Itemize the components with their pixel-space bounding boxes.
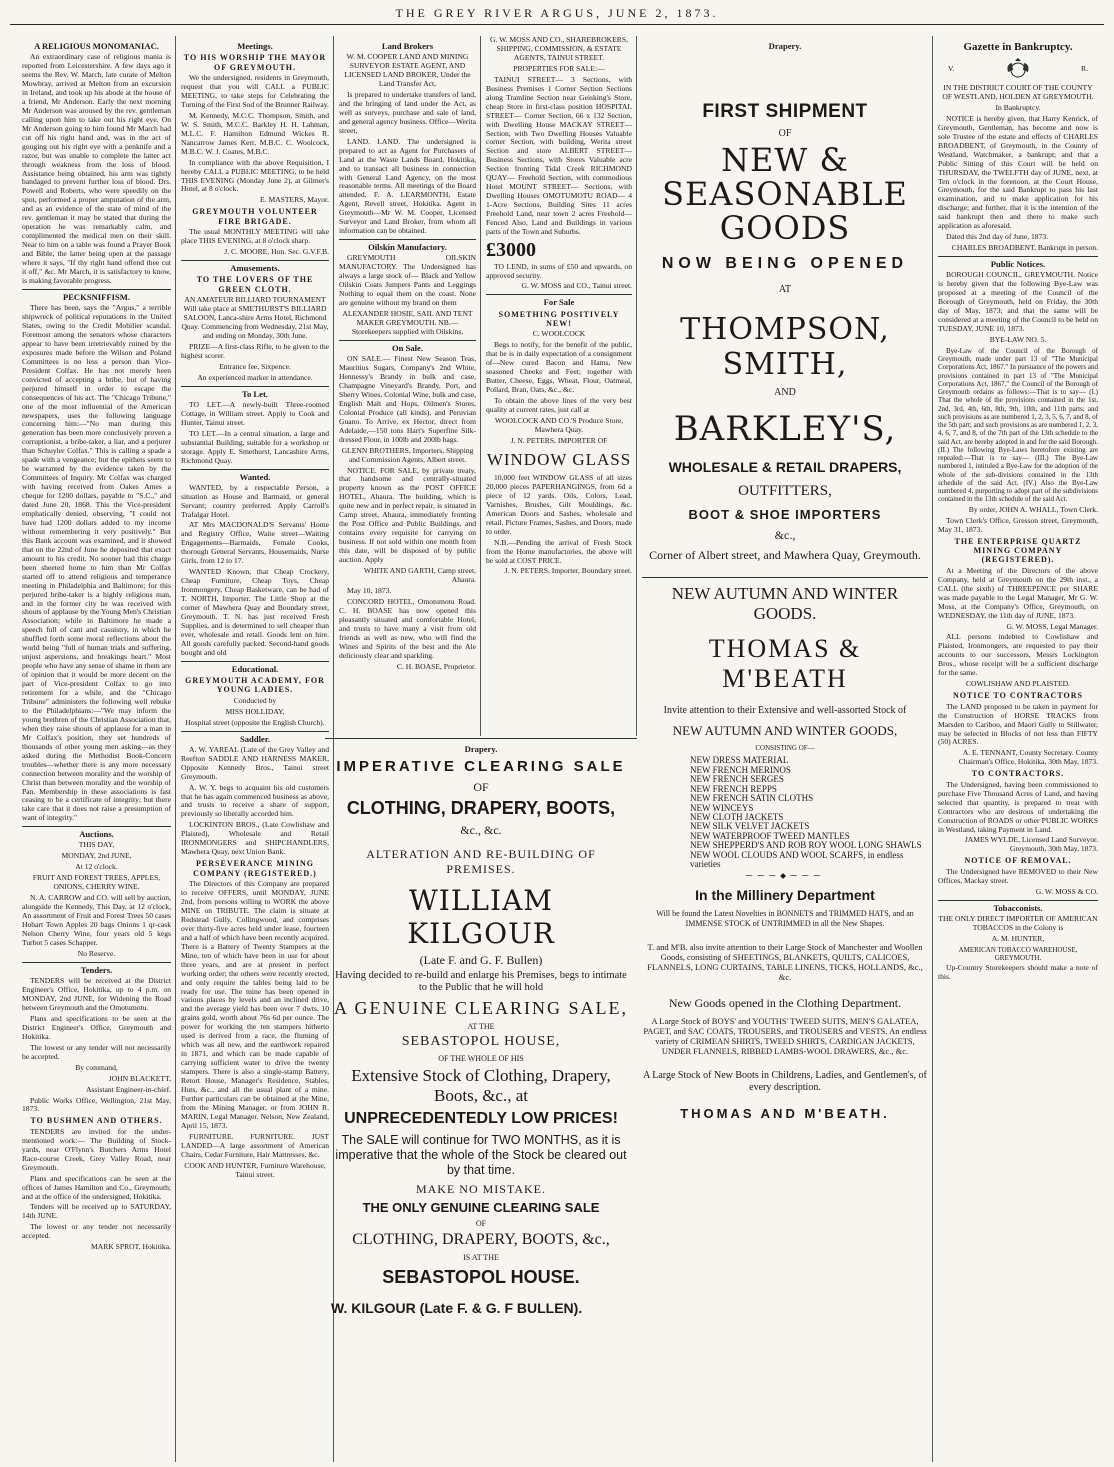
section-heading: Auctions.	[22, 826, 171, 839]
section-heading: Oilskin Manufactory.	[339, 239, 476, 252]
notice-text: GREYMOUTH OILSKIN MANUFACTORY. The Undersigned has always a large stock of— Black and Yellow Oilskin Coats Jumpers Pants and Leggings Nothing to equal them on the coast. None are genuine without my brand on them	[339, 253, 476, 308]
crest-row	[938, 56, 1098, 84]
notice-text: A. W. YAREAL (Late of the Grey Valley and Reefton SADDLE AND HARNESS MAKER, Opposite Kennedy Bros., Tainui street Greymouth.	[181, 744, 329, 781]
notice-text: G. W. MOSS AND CO., SHAREBROKERS, SHIPPING, COMMISSION, & ESTATE AGENTS, TAINUI STREET.	[490, 36, 628, 62]
ad-line: NOW BEING OPENED	[661, 255, 909, 273]
goods-list-item: NEW FRENCH SATIN CLOTHS	[690, 793, 814, 804]
notice-text: WANTED Known, that Cheap Crockery, Cheap Furniture, Cheap Toys, Cheap Ironmongery, Cheap Basketware, can be had of T. NORTH, Importer. The Little Shop at the corner of Mawhera Quay and Boundary street, Greymouth. T. N. has just received Fresh Supplies, and is determined to sell cheaper than ever, wholesale and retail. Goods lent on hire. All goods carefully packed. Second-hand goods bought and old	[181, 567, 329, 657]
notice-line: PROPERTIES FOR SALE:—	[513, 63, 605, 73]
ad-line: OF	[778, 127, 792, 139]
notice-text: NOTICE is hereby given, that Harry Kenrick, of Greymouth, Gentleman, has become and now is sole Trustee of the estate and effects of CHARLES BROADBENT, of Greymouth, in the County of Westland, Watchmaker, a bankrupt; and that a Public Sitting of this Court will be held on THURSDAY, the TWELFTH day of JUNE, next, at Ten o'clock in the forenoon, at the Court House, Greymouth, for the said Bankrupt to pass his last examination, and to make application for his discharge; and further, that it is the intention of the said bankrupt then and there to make such application as aforesaid.	[938, 113, 1098, 231]
notice-line: COWLISHAW AND PLAISTED.	[965, 679, 1071, 689]
goods-list-item: NEW SILK VELVET JACKETS	[690, 821, 810, 832]
notice-text: At a Meeting of the Directors of the above Company, held at Greymouth on the 29th inst., a CALL (the sixth) of THREEPENCE per SHARE was made payable to the Legal Manager, Mr G. W. Moss, at the Company's Office, Greymouth, on WEDNESDAY, the 11th day of JUNE, 1873.	[938, 565, 1098, 620]
ad-line: NEW AUTUMN AND WINTER GOODS,	[672, 722, 898, 738]
notice-line: WOOLCOCK AND CO.'S Produce Store, Mawhera Quay.	[494, 416, 624, 434]
notice-text: A. W. Y. begs to acquaint his old customers that he has again commenced business as above, and trusts to receive a share of support, previously so liberally accorded him.	[181, 782, 329, 819]
tender-line: MARK SPROT, Hokitika.	[90, 1242, 171, 1252]
ad-line: &c., &c.	[460, 823, 502, 838]
section-heading: Tobacconists.	[938, 900, 1098, 913]
notice-text: FURNITURE. FURNITURE. JUST LANDED—A large assortment of American Chairs, Cedar Furniture, Hair Mattresses, &c.	[181, 1131, 329, 1159]
notice-text: ALEXANDER HOSIE, SAIL AND TENT MAKER GREYMOUTH. NB.—Storekeepers supplied with Oilskins,	[342, 309, 473, 336]
notice-line: A. E. TENNANT, County Secretary. County Chairman's Office, Hokitika, 30th May, 1873.	[958, 748, 1098, 767]
loan-amount: £3000	[486, 238, 536, 261]
notice-text: AN AMATEUR BILLIARD TOURNAMENT Will take place at SMETHURST'S BILLIARD SALOON, Lanca-shire Arms Hotel, Richmond Quay. Commencing from Wednesday, 21st May, and ending on Monday, 30th June.	[181, 295, 329, 340]
auction-line: No Reserve.	[77, 948, 116, 958]
notice-text: LOCKINTON BROS., (Late Cowlishaw and Plaisted), Wholesale and Retail IRONMONGERS and SHIPCHANDLERS, Mawhera Quay, next Union Bank.	[181, 820, 329, 857]
notice-line: E. MASTERS, Mayor.	[260, 195, 329, 205]
tender-line: By command,	[75, 1062, 118, 1072]
goods-list-item: NEW WATERPROOF TWEED MANTLES	[690, 830, 850, 841]
ad-line: AND	[774, 386, 796, 398]
notice-line: J. N. PETERS, IMPORTER OF	[510, 435, 608, 445]
section-heading: Saddler.	[181, 731, 329, 744]
notice-title: NOTICE TO CONTRACTORS	[953, 691, 1083, 701]
tender-title: TO BUSHMEN AND OTHERS.	[30, 1116, 163, 1126]
section-heading: Wanted.	[181, 469, 329, 482]
notice-line: In Bankruptcy.	[995, 102, 1041, 112]
notice-title: PERSEVERANCE MINING COMPANY (REGISTERED.)	[193, 859, 317, 878]
ad-line: ALTERATION AND RE-BUILDING OF PREMISES.	[366, 847, 596, 876]
auction-line: FRUIT AND FOREST TREES, APPLES, ONIONS, CHERRY WINE.	[32, 873, 161, 892]
ad-line: SEBASTOPOL HOUSE.	[382, 1266, 580, 1287]
goods-list-item: NEW FRENCH REPPS	[690, 783, 777, 794]
notice-text: The Undersigned, having been commissioned to purchase Five Thousand Acres of Land, and having selected that quantity, is prepared to treat with Contractors who are desirous of undertaking the Construction of ROADS or other PUBLIC WORKS in Westland, taking Payment in Land.	[938, 779, 1098, 834]
notice-text: CONCORD HOTEL, Omotumotu Road. C. H. BOASE has now opened this pleasantly situated and comfortable Hotel, and trusts to have many a visit from old friends as well as new, who will find the Wines and Spirits of the best and the Ale deliciously clear and sparkling.	[339, 596, 476, 660]
notice-text: TAINUI STREET— 3 Sections, with Business Premises 1 Corner Section Sections along Tramline Section near Geisking's Store, cheap Store in first-class position HOSPITAL STREET— Corner Section, 66 x 132 Section, with Dwelling House MACKAY STREET— Section, with Two Dwelling Houses Valuable corner Section, with building, Werita street Section and store ALBERT STREET— Business Sections, with Stores Valuable acre Section fronting Tidal Creek RICHMOND QUAY— Freehold Section, with commodious Hotel MOUNT STREET— Sections, with Dwelling Houses OMOTUMOTU ROAD— 4 1-Acre Sections, Building Sites 11 acres Freehold Land, near town 2 acres Freehold—Fenced Also, Land and Buildings in various parts of the Town and Suburbs.	[486, 74, 632, 237]
section-heading: On Sale.	[339, 340, 476, 353]
goods-list	[642, 756, 928, 869]
notice-line: C. H. BOASE, Proprietor.	[396, 661, 476, 671]
notice-line: WHITE AND GARTH, Camp street, Ahaura.	[363, 565, 476, 584]
notice-text: Up-Country Storekeepers should make a note of this.	[938, 963, 1098, 982]
tender-text: Tenders will be received up to SATURDAY, 14th JUNE.	[22, 1202, 171, 1221]
ad-line: WILLIAM KILGOUR	[407, 883, 555, 950]
notice-line: GLENN BROTHERS, Importers, Shipping and Commission Agents, Albert street.	[341, 445, 474, 464]
notice-text: 10,000 feet WINDOW GLASS of all sizes 20,000 pieces PAPERHANGINGS, from 6d a piece of 12 yards. Oils, Colors, Lead, Varnishes, Brushes, Gilt Mouldings, &c. American Doors and Sashes, wholesale and retail. Picture Frames, Sashes, and Doors, made to order.	[486, 472, 632, 536]
ad-line: UNPRECEDENTEDLY LOW PRICES!	[344, 1110, 618, 1128]
goods-list-item: NEW WOOL CLOUDS AND WOOL SCARFS, in endless varieties	[690, 849, 904, 870]
ad-line: FIRST SHIPMENT	[702, 101, 868, 123]
ad-line: THE ONLY GENUINE CLEARING SALE	[362, 1199, 600, 1215]
column-3	[335, 36, 481, 736]
notice-text: To obtain the above lines of the very best quality at current rates, just call at	[486, 396, 632, 415]
notice-line: May 10, 1873.	[347, 585, 392, 595]
ad-line: WHOLESALE & RETAIL DRAPERS,	[668, 458, 902, 475]
section-heading: Land Brokers	[381, 41, 434, 51]
column-2	[177, 36, 334, 1462]
notice-line: JAMES WYLDE, Licensed Land Surveyor. Greymouth, 30th May, 1873.	[964, 835, 1098, 854]
ad-footer: W. KILGOUR (Late F. & G. F BULLEN).	[331, 1299, 583, 1316]
notice-line: G. W. MOSS & CO.	[1035, 886, 1098, 896]
notice-text: W. M. COOPER LAND AND MINING SURVEYOR ESTATE AGENT, AND LICENSED LAND BROKER, Under the Land Transfer Act,	[344, 52, 471, 88]
crest-letter: R.	[1081, 64, 1088, 74]
royal-crest-icon	[1004, 58, 1032, 82]
ad-line: Corner of Albert street, and Mawhera Quay, Greymouth.	[649, 548, 921, 563]
notice-text: The LAND proposed to be taken in payment for the Construction of HORSE TRACKS from Marsden to Cariboo, and Maori Gully to Stillwater, may be selected in Blocks of not less than FIFTY (50) ACRES.	[938, 701, 1098, 747]
column-5	[638, 36, 933, 1462]
tender-text: Public Works Office, Wellington, 21st May, 1873.	[22, 1095, 171, 1114]
ad-line: NEW & SEASONABLE GOODS	[662, 141, 908, 248]
ad-line: The SALE will continue for TWO MONTHS, as it is imperative that the whole of the Stock be cleared out by that time.	[335, 1133, 627, 1177]
notice-text: TO LET.—A newly-built Three-roomed Cottage, in William street. Apply to Cook and Hunter, Tainui street.	[181, 399, 329, 427]
ad-line: THOMAS & M'BEATH	[708, 633, 862, 694]
notice-line: Conducted by	[233, 695, 277, 705]
section-heading: Gazette in Bankruptcy.	[963, 41, 1073, 53]
section-heading: For Sale	[486, 294, 632, 307]
goods-list-item: NEW SHEPPERD'S AND ROB ROY WOOL LONG SHAWLS	[690, 840, 922, 851]
section-heading: Drapery.	[768, 41, 802, 51]
goods-list-item: NEW FRENCH MERINOS	[690, 764, 791, 775]
section-heading: Meetings.	[237, 41, 273, 51]
notice-text: LAND. LAND. The undersigned is prepared to act as Agent for Purchasers of Land at the Waste Lands Board, Hokitika, and to transact all business in connection with General Land Agency, on the most reasonable terms. All meetings of the Board attended. F. A. LEARMONTH, Estate Agent, Revell street, Hokitika. Agent in Greymouth—Mr W. M. Cooper, Licensed Surveyor and Land Broker, from whom all information can be obtained.	[339, 136, 476, 236]
ad-line: CLOTHING, DRAPERY, BOOTS, &c.,	[352, 1231, 610, 1249]
notice-line: Dated this 2nd day of June, 1873.	[946, 232, 1049, 242]
goods-list-item: NEW DRESS MATERIAL	[690, 755, 789, 766]
notice-title: SOMETHING POSITIVELY NEW!	[498, 309, 620, 328]
ad-line: New Goods opened in the Clothing Department.	[668, 996, 902, 1011]
notice-line: G. W. MOSS, Legal Manager.	[1006, 621, 1098, 631]
notice-line: Entrance fee, Sixpence.	[219, 361, 291, 371]
notice-text: Is prepared to undertake transfers of land, and the bringing of land under the Act, as well as surveys, purchase and sale of land, and general agency business. Office—Werita street,	[339, 89, 476, 135]
tender-text: The lowest or any tender will not necessarily be accepted.	[22, 1042, 171, 1061]
column-6	[934, 36, 1102, 1462]
notice-text: PRIZE—A first-class Rifle, to be given to the highest scorer.	[181, 341, 329, 360]
notice-text: TO LET.—In a central situation, a large and substantial Building, suitable for a workshop or storage. Apply E. Smethurst, Lancashire Arms, Richmond Quay.	[181, 428, 329, 465]
ad-line: OF	[473, 779, 489, 794]
section-heading: To Let.	[181, 386, 329, 399]
column-1	[18, 36, 176, 1462]
ad-line: T. and M'B. also invite attention to their Large Stock of Manchester and Woollen Goods, consisting of SHEETINGS, BLANKETS, QUILTS, CALICOES, FLANNELS, LONG CURTAINS, TABLE LINENS, TICKS, HOLLANDS, &c., &c.	[647, 941, 923, 982]
ad-line: &c.,	[774, 528, 796, 543]
ad-line: BOOT & SHOE IMPORTERS	[688, 506, 882, 522]
ad-line: SEBASTOPOL HOUSE,	[401, 1034, 561, 1050]
notice-line: A. M. HUNTER,	[991, 933, 1045, 943]
notice-text: AT Mrs MACDONALD'S Servants' Home and Registry Office, Waite street—Waiting Engagements—Barmaids, Female Cooks, thorough General Servants, Housemaids, Nurse Girls, from 12 to 17.	[181, 520, 329, 566]
notice-line: BYE-LAW NO. 5.	[989, 334, 1047, 344]
notice-text: BOROUGH COUNCIL, GREYMOUTH. Notice is hereby given that the following Bye-Law was proposed at a meeting of the Council of the Borough of Greymouth, held on Friday, the 30th day of May, 1873; and that the same will be considered at a meeting of the Council to be held on TUESDAY, JUNE 10, 1873.	[938, 270, 1098, 333]
ad-line: IS AT THE	[463, 1253, 499, 1263]
goods-list-item: NEW WINCEYS	[690, 802, 754, 813]
auction-text: N. A. CARROW and CO. will sell by auction, alongside the Kennedy, This Day, at 12 o'clock, An assortment of Fruit and Forest Trees 50 cases Hobart Town Apples 20 bags Onions 1 qr-cask Nelson Cherry Wine, four years old 5 kegs Turbot 5 cases Schapper.	[22, 893, 171, 948]
tender-text: Plans and specifications to be seen at the District Engineer's Office, Greymouth and Hokitika.	[22, 1013, 171, 1041]
crest-letter: V.	[948, 64, 955, 74]
tender-text: Plans and specifications can be seen at the offices of James Hamilton and Co., Greymouth; and at the office of the undersigned, Hokitika.	[22, 1173, 171, 1201]
notice-line: AMERICAN TOBACCO WAREHOUSE, GREYMOUTH.	[958, 945, 1078, 962]
tender-text: TENDERS are invited for the under-mentioned work:— The Building of Stock-yards, near O'Flynn's Butchers Arms Hotel Race-course Creek, Grey Valley Road, near Greymouth.	[22, 1126, 171, 1172]
notice-line: IN THE DISTRICT COURT OF THE COUNTY OF WESTLAND, HOLDEN AT GREYMOUTH.	[942, 82, 1094, 101]
notice-line: Town Clerk's Office, Gresson street, Greymouth, May 31, 1873.	[938, 515, 1098, 534]
notice-title: TO CONTRACTORS.	[971, 769, 1065, 779]
notice-text: Bye-Law of the Council of the Borough of Greymouth, made under part 13 of "The Municipal Corporations Act, 1867." In pursuance of the powers and provisions contained in part 13 of "The Municipal Corporations Act, 1867," the Council of the Borough of Greymouth ordains as follows:—That is to say— (I.) That the whole of the provisions contained in the 1st, 2nd, 3rd, 4th, 6th, 8th, 9th, 10th, and 11th parts; and such provisions as are numbered 1, 2, 3, 5, 6, 7, and 8, of the 5th part; and such provisions as are numbered 1, 2, 3, 4, 6, 7, and 8, of the 7th part of the 13th schedule to the said Act, are hereby adopted in and for the said Borough. (II.) The following Bye-Laws heretofore existing are repealed:—That is to say— (III.) The Bye-Law numbered 1, intituled a Bye-Law for the adoption of the whole of the sub-divisions contained in the 13th schedule of the said Act. (IV.) Also the Bye-Law numbered 4, purporting to adopt part of the subdivisions contained in the 13th schedule of the said Act.	[938, 346, 1098, 504]
article-text: There has been, says the "Argus," a terrible shipwreck of political reputations in the United States, owing to the Credit Mobilier scandal. Foremost among the senators whose characters appear to have been irretrievably ruined by the exposures made before the Wilson and Poland Committees is no less a person than Vice-President Colfax. He has not merely been convicted of accepting a bribe, but of having perjured himself in order to escape the consequences of his act. The "Chicago Tribune," one of the most influential of the American newspapers, uses the following language concerning him:—"No man during this generation has been more conclusively proven a corruptionist, a bribe-taker, a liar, and a perjurer than Schuyler Colfax." This is calling a spade a spade with a vengeance; but the epithets seem to be warranted by the evidence taken by the Committees of Inquiry. Mr Colfax was charged with having received from Oakes Ames a cheque for 1200 dollars, payable to "S.C.," and dated June 20, 1868. This the Vice-president emphatically denied, observing, "I could not have had 1200 dollars added to my income without remembering it very positively." But this Bank account was examined, and it showed that on the 22nd of June he deposited that exact amount to his credit. No sooner had this charge been sheeted home to him than Mr Colfax started off to attend religious and temperance meeting in Philadelphia and Baltimore; for this perjured bribe-taker is a highly religious man, and in the former city he was received with shouts of applause by the Young Men's Christian Association; while in Baltimore he made a speech full of cant and casuistry, in which he shuffled forth some moral reflections about the world being "full of human trials and suffering, unjust aspersions, and breakings heart." Most people who have any sense of shame in them are of opinion that it would be more decent on the part of Vice-president Colfax to go into retirement for a while, and the "Chicago Tribune" administers the following well rebuke to the Philadelphians:—"We may inform the young brethren of the Christian Association that, when they raise shouts of applause for a man in Mr Colfax's position, they set hundreds of thousands of other young men asking—as they asked during the Methodist Book-Concern troubles—whether there is any more necessary connection between morality and the worship of Christ than between morality and the worship of Pan. Membership in these associations is fast ceasing to be a certificate of integrity; but there take care that it does not raise a presumption of want of integrity."	[22, 303, 171, 823]
ad-line: A GENUINE CLEARING SALE,	[334, 997, 628, 1018]
notice-text: In compliance with the above Requisition, I hereby CALL a PUBLIC MEETING, to be held THIS EVENING (Monday June 2), at Gilmer's Hotel, at 8 o'clock.	[181, 157, 329, 194]
ad-line: Invite attention to their Extensive and well-assorted Stock of	[663, 704, 907, 716]
ad-line: In the Millinery Department	[695, 886, 875, 903]
notice-title: GREYMOUTH VOLUNTEER FIRE BRIGADE.	[192, 207, 318, 226]
notice-text: NOTICE. FOR SALE, by private treaty, that handsome and centrally-situated property known as the POST OFFICE HOTEL, Ahaura. The building, which is quite new and in perfect repair, is situated in Camp street, Ahaura, immediately fronting the Post Office and Public Buildings, and contains every requisite for carrying on business. If not sold within one month from this date, will be disposed of by public auction. Apply	[339, 465, 476, 565]
notice-text: THE ONLY DIRECT IMPORTER OF AMERICAN TOBACCOS in the Colony is	[938, 913, 1098, 932]
ad-line: OUTFITTERS,	[738, 483, 832, 500]
article-title: A RELIGIOUS MONOMANIAC.	[34, 41, 159, 51]
notice-text: ON SALE.— Finest New Season Teas, Mauritius Sugars, Company's 2nd White, Hennessy's Brandy in bulk and case, Champagne Vineyard's Brandy, Port, and Sherry Wines, Colonial Wine, bulk and case, English Malt and Hops, Oilmen's Stores, Colonial Produce (all kinds), and Peruvian Guano. To Arrive, ex Hector, direct from Adelaide,—150 tons Hart's Superfine Silk-dressed Flour, in 100lb and 200lb bags.	[339, 354, 476, 444]
section-heading: Educational.	[181, 661, 329, 674]
notice-line: J. C. MOORE, Hon. Sec. G.V.F.B.	[224, 247, 329, 257]
ad-line: AT	[778, 284, 792, 296]
notice-title: GREYMOUTH ACADEMY, FOR YOUNG LADIES.	[185, 675, 325, 695]
tender-line: Assistant Engineer-in-chief.	[85, 1084, 171, 1094]
ad-line: CLOTHING, DRAPERY, BOOTS,	[346, 797, 616, 818]
ad-line: A Large Stock of New Boots in Childrens, Ladies, and Gentlemen's, of every description.	[643, 1070, 927, 1094]
tender-text: The lowest or any tender not necessarily accepted.	[22, 1222, 171, 1241]
tender-line: JOHN BLACKETT,	[108, 1073, 171, 1083]
notice-line: C. WOOLCOCK	[532, 329, 586, 339]
notice-line: COOK AND HUNTER, Furniture Warehouse, Tainui street.	[184, 1160, 326, 1179]
notice-line: An experienced marker in attendance.	[197, 372, 313, 382]
ad-line: Will be found the Latest Novelties in BONNETS and TRIMMED HATS, and an IMMENSE STOCK of UNTRIMMED in all the New Shapes.	[656, 909, 914, 928]
goods-list-item: NEW CLOTH JACKETS	[690, 811, 784, 822]
article-text: An extraordinary case of religious mania is reported from Leicestershire. A few days ago it seems the Rev. W. March, late curate of Melton Mowbray, arrived at Melton from an excursion in Ireland, and took up his abode at the house of a friend, Mr Anderson. Early the next morning Mr Anderson was aroused by the rev. gentleman calling upon him to take out his right eye. On Mr Anderson going to him found Mr March had cut off his right hand and, was in the act of gouging out his right eye with a penknife and a razor, but was unable to complete the latter act through weakness from the loss of blood. Assistance being obtained, his arm was tightly bandaged to prevent further loss of blood. Drs. Powell and Roberts, who were speedily on the spot, performed a proper amputation of the arm, and as an evidence of the state of mind of the rev. gentleman it may be stated that during the operation he was remarkably calm, and complimented the medical men on their skill. Near to him on a table was found a Prayer Book and Bible, the latter being open at the passage where it says, "If thy right hand offend thee cut it off," &c. Mr March, it is satisfactory to know, is making favorable progress.	[22, 52, 171, 285]
notice-text: N.B.—Pending the arrival of Fresh Stock from the Home manufactories, the above will be sold at COST PRICE.	[486, 537, 632, 565]
divider: ⁓⁓⁓◆⁓⁓⁓	[745, 870, 825, 880]
notice-line: J. N. PETERS, Importer, Boundary street.	[504, 566, 632, 576]
notice-line: MISS HOLLIDAY,	[225, 706, 285, 716]
notice-line: Hospital street (opposite the English Church).	[185, 717, 325, 727]
notice-title: TO HIS WORSHIP THE MAYOR OF GREYMOUTH.	[183, 53, 327, 72]
ad-line: BARKLEY'S,	[673, 408, 897, 449]
ad-line: NEW AUTUMN AND WINTER GOODS.	[642, 577, 928, 624]
notice-line: By order, JOHN A. WHALL, Town Clerk.	[968, 504, 1098, 514]
notice-text: TO LEND, in sums of £50 and upwards, on approved security.	[486, 261, 632, 280]
masthead: THE GREY RIVER ARGUS, JUNE 2, 1873.	[10, 2, 1104, 25]
section-heading: Public Notices.	[938, 256, 1098, 269]
notice-text: WANTED, by a respectable Person, a situation as House and Barmaid, or general Servant; country preferred. Apply Carroll's Trafalgar Hotel.	[181, 482, 329, 519]
notice-text: ALL persons indebted to Cowlishaw and Plaisted, Ironmongers, are requested to pay their accounts to our successors, Messrs Lockington Bros., whose receipt will be a sufficient discharge for the same.	[938, 632, 1098, 678]
notice-title: THE ENTERPRISE QUARTZ MINING COMPANY (REGISTERED).	[954, 536, 1082, 565]
ad-line: A Large Stock of BOYS' and YOUTHS' TWEED SUITS, MEN'S GALATEA, PAGET, and SAC COATS, TROUSERS, and TROUSERS and VESTS. An endless variety of CRIMEAN SHIRTS, TWEED SHIRTS, CARDIGAN JACKETS, UNDER FLANNELS, RIBBED LAMBS-WOOL DRAWERS, &c., &c.	[643, 1016, 927, 1057]
notice-text: Begs to notify, for the benefit of the public, that he is in daily expectation of a consignment of—New cured Bacon and Hams, New seasoned Cheeks and Feet; together with Butter, Cheese, Eggs, Wheat, Flour, Oatmeal, Pollard, Bran, Oats, &c., &c.	[486, 340, 632, 395]
notice-text: We the undersigned, residents in Greymouth, request that you will CALL a PUBLIC MEETING, to take steps for Celebrating the Turning of the First Sod of the Brunner Railway.	[181, 73, 329, 109]
notice-title: TO THE LOVERS OF THE GREEN CLOTH.	[196, 275, 314, 294]
ad-line: CONSISTING OF—	[755, 744, 815, 753]
column-4	[482, 36, 637, 736]
section-heading: Tenders.	[22, 962, 171, 975]
auction-line: MONDAY, 2nd JUNE,	[61, 851, 132, 861]
ad-line: IMPERATIVE CLEARING SALE	[336, 758, 626, 776]
notice-title: NOTICE OF REMOVAL.	[964, 856, 1072, 866]
notice-text: The usual MONTHLY MEETING will take place THIS EVENING, at 8 o'clock sharp.	[181, 227, 329, 246]
ad-line: OF THE WHOLE OF HIS	[438, 1053, 524, 1063]
section-heading: Drapery.	[464, 744, 498, 754]
tender-text: TENDERS will be received at the District Engineer's Office, Hokitika, up to 4 p.m. on MONDAY, 2nd JUNE, for Widening the Road between Greymouth and the Omotumotu.	[22, 976, 171, 1012]
ad-line: Extensive Stock of Clothing, Drapery, Boots, &c., at	[351, 1066, 611, 1106]
ad-line: AT THE	[467, 1021, 495, 1031]
ad-line: THOMPSON, SMITH,	[680, 312, 890, 383]
section-heading: Amusements.	[181, 260, 329, 273]
ad-line: Having decided to re-build and enlarge his Premises, begs to intimate to the Public that he will hold	[335, 969, 627, 994]
ad-line: THOMAS AND M'BEATH.	[680, 1105, 890, 1121]
notice-text: M. Kennedy, M.C.C. Thompson, Smith, and W. S. Smith, M.C.C. Barkley H. H. Lahman, M.L.C. F. Hamilton Edmund Wickes R. Nancarrow James Kerr, M.B.C. C. Woolcock, M.B.C. W. J. Coates, M.B.C.	[181, 110, 329, 156]
window-glass-title: WINDOW GLASS	[486, 449, 632, 469]
auction-line: THIS DAY,	[78, 840, 115, 850]
goods-list-item: NEW FRENCH SERGES	[690, 774, 784, 785]
notice-line: CHARLES BROADBENT, Bankrupt in person.	[951, 243, 1098, 253]
notice-line: G. W. MOSS and CO., Tainui street.	[521, 281, 632, 291]
auction-line: At 12 o'clock.	[75, 862, 118, 872]
article-title: PECKSNIFFISM.	[22, 289, 171, 302]
ad-line: OF	[475, 1218, 487, 1228]
notice-text: The Undersigned have REMOVED to their New Offices, Mackay street.	[938, 866, 1098, 885]
notice-text: The Directors of this Company are prepared to receive OFFERS, until MONDAY, JUNE 2nd, from persons willing to WORK the above MINE on TRIBUTE. The claim is situate at Redstead Gully, Collingwood, and comprises over thirty-five acres held under lease, fourteen and a half of which have been recently acquired. There is a Battery of Twenty Stampers at the Mine, ten of which have been in use for about three years, and are at present in perfect working order; the others were recently erected, and only require the tables being laid to be ready for use. The mine has been opened in various places by levels and an inclined drive, and the average yield has been over 7 dwts. 10 grains gold, worth about 76s 6d per ounce. The power for working the ten stampers hitherto used is derived from a race, the fluming of which was all new, and the earthwork repaired in 1871, and which can be made capable of carrying sufficient water to drive the twenty stampers. There is also a single-stamp Battery, Retort House, Manager's Residence, Stables, Huts, &c., and all the usual plant of a mine. Further particulars can be obtained at the Mine, from the Mining Manager, or from JOHN R. MARIN, Legal Manager. Nelson, New Zealand, April 15, 1873.	[181, 879, 329, 1130]
ad-line: (Late F. and G. F. Bullen)	[419, 952, 543, 967]
kilgour-advertisement	[325, 738, 637, 1462]
ad-line: MAKE NO MISTAKE.	[415, 1181, 547, 1196]
